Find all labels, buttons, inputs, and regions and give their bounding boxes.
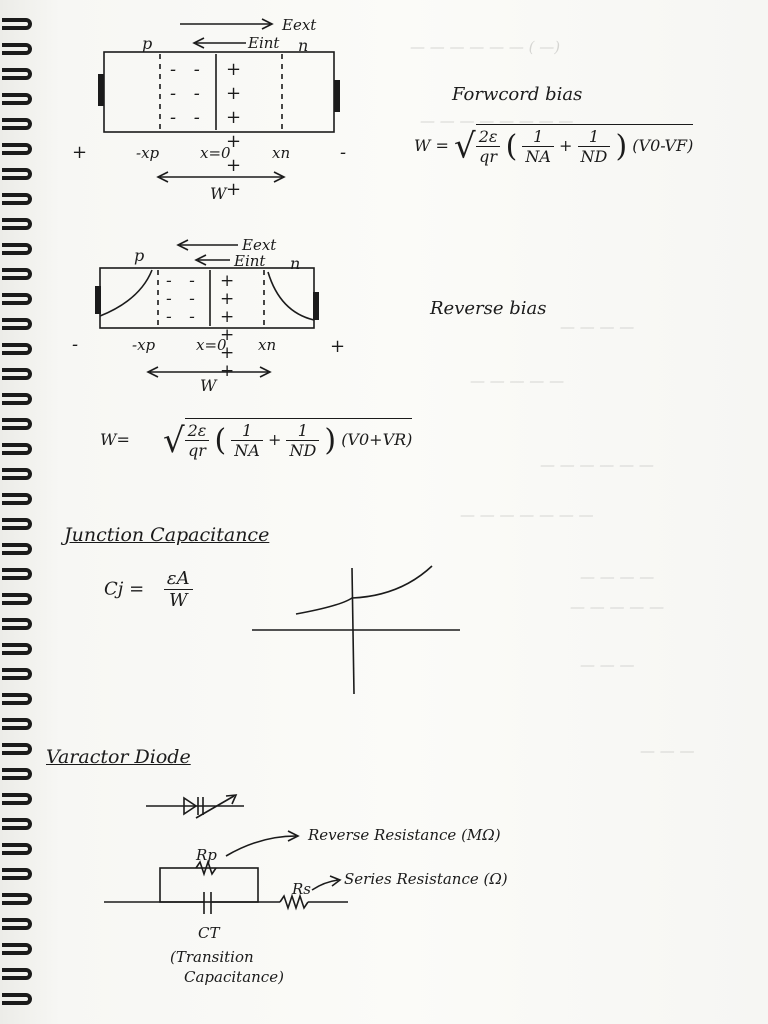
coef-denominator: qr bbox=[479, 147, 498, 166]
cj-lhs: Cj = bbox=[104, 578, 145, 600]
na-denominator-2: NA bbox=[234, 441, 260, 460]
sqrt-sign: √ bbox=[454, 126, 476, 167]
na-denominator: NA bbox=[525, 147, 551, 166]
plus-sign-2: + bbox=[267, 430, 282, 449]
forward-width-formula: W = √ $\frac{2\varepsilon}{qr}$ ( $\frac{1}{NA}$ + $\frac{1}{ND}$ ) (V0-VF) bbox=[414, 124, 693, 167]
internal-field-label-2: Eint bbox=[234, 252, 266, 270]
xn-label-2: xn bbox=[258, 336, 277, 354]
na-numerator: 1 bbox=[522, 127, 554, 147]
notebook-page: — — — — — — ( —) — — — — — — — — — — — — — — — — — — — — — — — — — — — — — — — — — — — — — — — — — — — — — Eext Eint p n - - - - - - + + + + + + + - -xp x=0 xn W Forwcord bias W = √ $\frac{2\varepsilon}{qr}$ ( $\frac{1}{NA}$ + $\frac{1}{ND}$ ) (V0-VF) Eext Eint p n - - - - - - + + + + + + - + -xp x=0 xn W Reverse bias W= √ $\frac{2\varepsilon}{qr}$ ( $\frac{1}{NA}$ + $\frac{1}{ND}$ ) (V0+VR) Junction Capacitance Cj = $\frac{\varepsilon A}{W}$ Varactor Diode Rp Rs CT (Transition Capacitance) Reverse Resistance (MΩ) Series Resistance (Ω) bbox=[0, 0, 768, 1024]
cj-denominator: W bbox=[168, 590, 188, 611]
x0-label: x=0 bbox=[200, 144, 231, 162]
nd-denominator-2: ND bbox=[289, 441, 317, 460]
xp-label: -xp bbox=[136, 144, 160, 162]
plus-sign: + bbox=[559, 136, 573, 155]
voltage-term-2: (V0+VR) bbox=[341, 430, 413, 449]
plus-terminal: + bbox=[72, 142, 88, 163]
minus-terminal-2: - bbox=[72, 334, 79, 355]
voltage-term: (V0-VF) bbox=[632, 136, 694, 155]
minus-terminal: - bbox=[340, 142, 347, 163]
forward-bias-heading: Forwcord bias bbox=[452, 84, 583, 105]
reverse-bias-heading: Reverse bias bbox=[430, 298, 547, 319]
n-region-label: n bbox=[298, 36, 309, 55]
positive-ions: + + + + + + bbox=[226, 59, 248, 200]
xn-label: xn bbox=[272, 144, 291, 162]
n-region-label-2: n bbox=[290, 254, 301, 273]
ct-note-line1: (Transition bbox=[170, 948, 254, 966]
external-field-label: Eext bbox=[282, 16, 317, 34]
coef-numerator-2: 2ε bbox=[185, 421, 210, 441]
internal-field-label: Eint bbox=[248, 34, 280, 52]
sqrt-sign-2: √ bbox=[162, 420, 185, 461]
nd-numerator: 1 bbox=[578, 127, 611, 147]
ct-label: CT bbox=[198, 924, 220, 942]
varactor-diode-heading: Varactor Diode bbox=[46, 746, 191, 768]
ct-note-line2: Capacitance) bbox=[184, 968, 284, 986]
coef-numerator: 2ε bbox=[476, 127, 501, 147]
p-region-label: p bbox=[142, 34, 153, 53]
rs-note: Series Resistance (Ω) bbox=[344, 870, 508, 888]
rp-label: Rp bbox=[196, 846, 217, 864]
xp-label-2: -xp bbox=[132, 336, 156, 354]
cj-numerator: εA bbox=[164, 568, 193, 590]
rp-note: Reverse Resistance (MΩ) bbox=[308, 826, 501, 844]
formula-lhs-2: W= bbox=[100, 430, 130, 449]
reverse-width-formula: W= √ $\frac{2\varepsilon}{qr}$ ( $\frac{1}{NA}$ + $\frac{1}{ND}$ ) (V0+VR) bbox=[100, 418, 412, 461]
positive-ions-2: + + + + + + bbox=[220, 271, 241, 381]
width-label: W bbox=[210, 184, 227, 203]
negative-ions-2: - - - - - - bbox=[166, 271, 201, 327]
nd-denominator: ND bbox=[580, 147, 608, 166]
junction-capacitance-heading: Junction Capacitance bbox=[64, 524, 270, 546]
plus-terminal-2: + bbox=[330, 336, 346, 357]
na-numerator-2: 1 bbox=[231, 421, 263, 441]
rs-label: Rs bbox=[292, 880, 311, 898]
nd-numerator-2: 1 bbox=[286, 421, 319, 441]
coef-denominator-2: qr bbox=[188, 441, 206, 460]
formula-lhs: W = bbox=[414, 136, 449, 155]
x0-label-2: x=0 bbox=[196, 336, 227, 354]
external-field-label-2: Eext bbox=[242, 236, 277, 254]
width-label-2: W bbox=[200, 376, 217, 395]
negative-ions: - - - - - - bbox=[170, 59, 206, 128]
p-region-label-2: p bbox=[134, 246, 145, 265]
